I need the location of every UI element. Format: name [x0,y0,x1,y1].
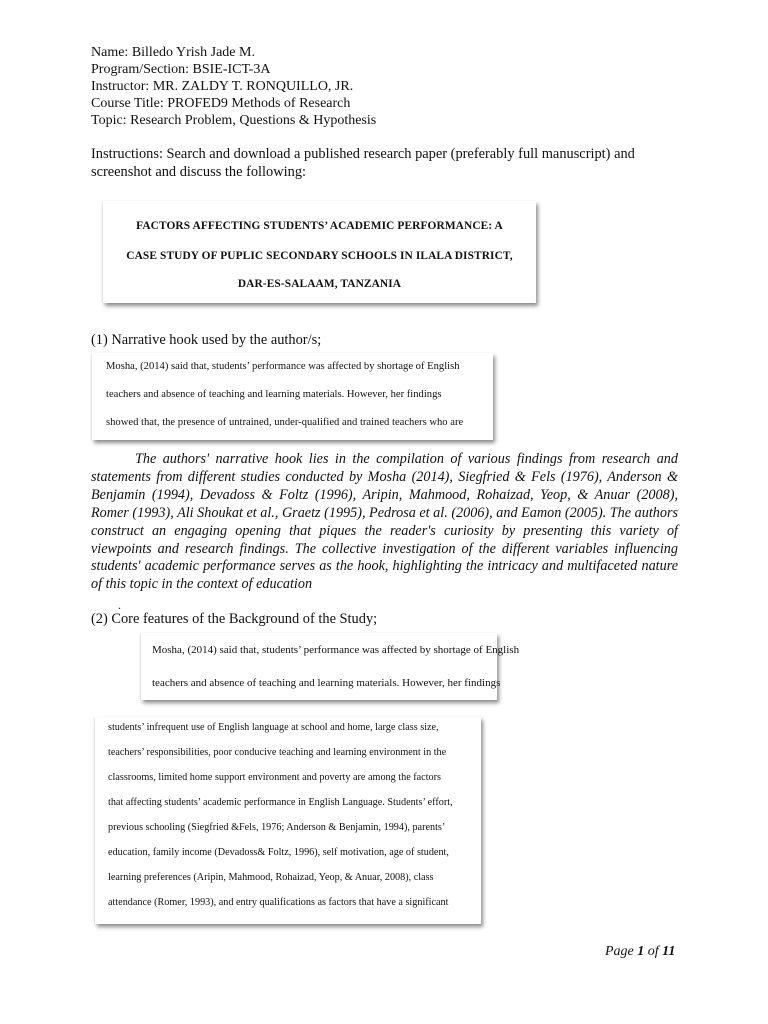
program-section: Program/Section: BSIE-ICT-3A [91,62,271,77]
topic: Topic: Research Problem, Questions & Hypothesis [91,113,377,128]
paper-title-screenshot [103,201,536,303]
narrative-hook-discussion: The authors' narrative hook lies in the compilation of various findings from research and statements from different studies conducted by Mosha (2014), Siegfried & Fels (1976), Anderson & Benjamin (1994), Devadoss & Foltz (1996), Aripin, Mahmood, Rohaizad, Yeop, & Anuar (2008), Romer (1993), Ali Shoukat et al., Graetz (1995), Pedrosa et al. (2006), and Eamon (2005). The authors construct an engaging opening that piques the reader's curiosity by presenting this variety of viewpoints and research findings. The collective investigation of the different variables influencing students' academic performance serves as the hook, highlighting the intricacy and multifaceted nature of this topic in the context of education [91,451,678,593]
section-2-heading: (2) Core features of the Background of the Study; [91,611,378,627]
excerpt-line: learning preferences (Aripin, Mahmood, Rohaizad, Yeop, & Anuar, 2008), class [108,872,434,883]
excerpt-line: teachers and absence of teaching and learning materials. However, her findings [152,677,501,689]
paper-title-line-2: CASE STUDY OF PUPLIC SECONDARY SCHOOLS IN ILALA DISTRICT, [126,250,513,262]
student-info-header [91,44,711,129]
course-title: Course Title: PROFED9 Methods of Research [91,96,351,111]
excerpt-line: Mosha, (2014) said that, students’ performance was affected by shortage of English [106,361,460,372]
student-name: Name: Billedo Yrish Jade M. [91,45,255,60]
section-1-heading: (1) Narrative hook used by the author/s; [91,332,322,348]
current-page: 1 [637,944,645,959]
background-excerpt-screenshot-a [141,633,520,700]
excerpt-line: students’ infrequent use of English language at school and home, large class size, [108,722,439,733]
excerpt-line: that affecting students’ academic performance in English Language. Students’ effort, [108,797,453,808]
stray-period: . [118,598,121,612]
excerpt-line: teachers and absence of teaching and learning materials. However, her findings [106,389,442,400]
excerpt-line: education, family income (Devadoss& Foltz, 1996), self motivation, age of student, [108,847,449,858]
narrative-hook-excerpt-screenshot [92,353,493,440]
excerpt-line: previous schooling (Siegfried &Fels, 1976; Anderson & Benjamin, 1994), parents’ [108,822,446,833]
total-pages: 11 [662,944,676,959]
excerpt-line: attendance (Romer, 1993), and entry qualifications as factors that have a significant [108,897,449,908]
page-word: Page [605,944,638,959]
instructions-paragraph: Instructions: Search and download a published research paper (preferably full manuscript) and screenshot and discuss the following: [91,146,635,180]
excerpt-line: showed that, the presence of untrained, under-qualified and trained teachers who are [106,417,464,428]
excerpt-line: teachers’ responsibilities, poor conducive teaching and learning environment in the [108,747,447,758]
excerpt-line: Mosha, (2014) said that, students’ performance was affected by shortage of English [152,644,520,656]
page-number [605,944,675,960]
instructor: Instructor: MR. ZALDY T. RONQUILLO, JR. [91,79,354,94]
background-excerpt-screenshot-b [95,717,481,924]
excerpt-line: classrooms, limited home support environment and poverty are among the factors [108,772,441,783]
of-word: of [644,944,663,959]
paper-title-line-1: FACTORS AFFECTING STUDENTS’ ACADEMIC PERFORMANCE: A [136,220,503,232]
paper-title-line-3: DAR-ES-SALAAM, TANZANIA [237,278,402,290]
